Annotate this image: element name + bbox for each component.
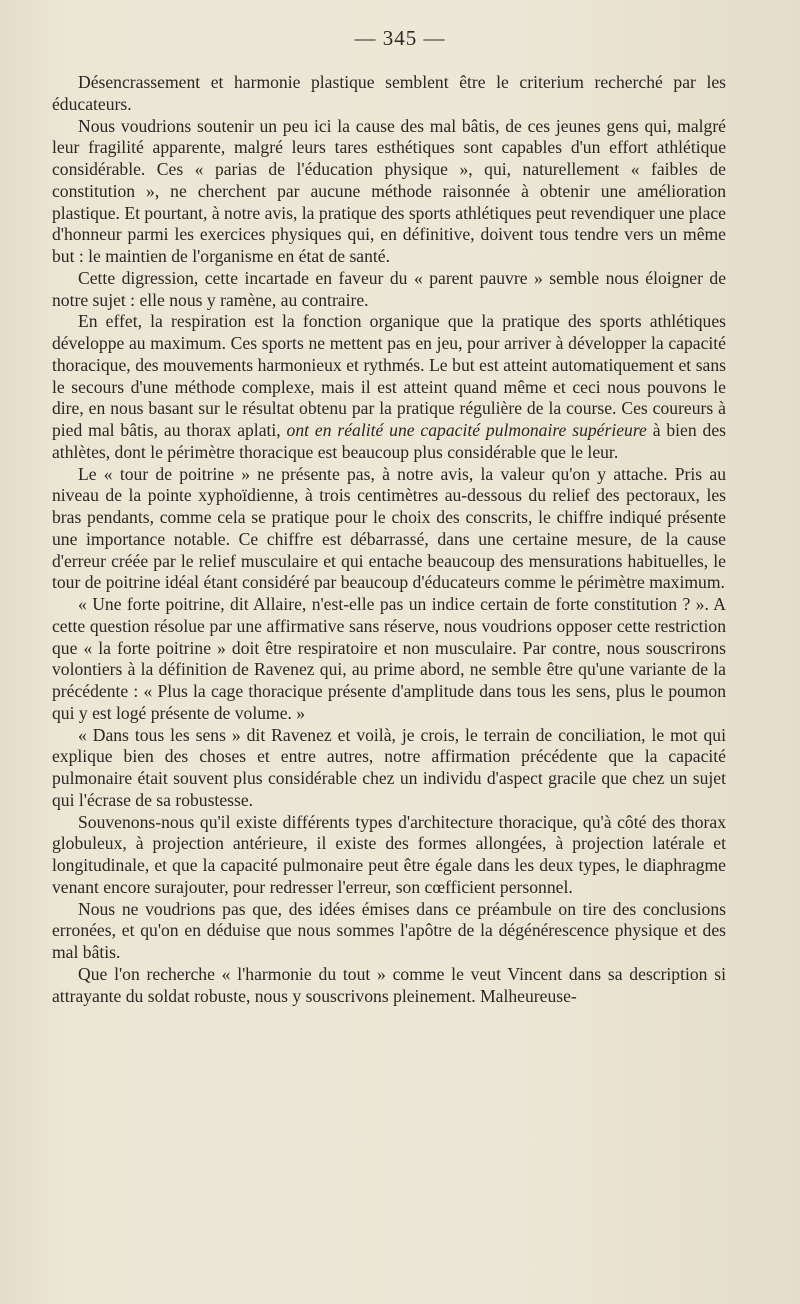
paragraph-10: Que l'on recherche « l'harmonie du tout » comme le veut Vincent dans sa description si attrayante du soldat robuste, nous y souscrivons pleinement. Malheureuse- — [52, 963, 726, 1006]
paragraph-8: Souvenons-nous qu'il existe différents types d'architecture thoracique, qu'à côté des thorax globuleux, à projection antérieure, il existe des formes allongées, à projection latérale et longitudinale, et que la capacité pulmonaire peut être égale dans les deux types, le diaphragme venant encore surajouter, pour redresser l'erreur, son cœfficient personnel. — [52, 811, 726, 897]
body-text — [52, 72, 726, 1007]
paragraph-3: Cette digression, cette incartade en faveur du « parent pauvre » semble nous éloigner de notre sujet : elle nous y ramène, au contraire. — [52, 267, 726, 310]
page-number: — 345 — — [354, 26, 446, 50]
paragraph-4-text-before: En effet, la respiration est la fonction organique que la pratique des sports athlétiques développe au maximum. Ces sports ne mettent pas en jeu, pour arriver à développer la capacité thoracique, des mouvements harmonieux et rythmés. Le but est atteint automatiquement et sans le secours d'une méthode complexe, mais il est atteint quand même et ceci nous pouvons le dire, en nous basant sur le résultat obtenu par la pratique régulière de la course. Ces coureurs à pied mal bâtis, au thorax aplati, — [52, 311, 726, 440]
paragraph-5: Le « tour de poitrine » ne présente pas, à notre avis, la valeur qu'on y attache. Pris au niveau de la pointe xyphoïdienne, à trois centimètres au-dessous du relief des pectoraux, les bras pendants, comme cela se pratique pour le choix des conscrits, le chiffre indiqué présente une importance notable. Ce chiffre est débarrassé, dans une certaine mesure, de la cause d'erreur créée par le relief musculaire et qui entache beaucoup des mensurations habituelles, le tour de poitrine idéal étant considéré par beaucoup d'éducateurs comme le périmètre maximum. — [52, 463, 726, 593]
paragraph-7: « Dans tous les sens » dit Ravenez et voilà, je crois, le terrain de conciliation, le mot qui explique bien des choses et entre autres, notre affirmation précédente que la capacité pulmonaire était souvent plus considérable chez un individu d'aspect gracile que chez un sujet qui l'écrase de sa robustesse. — [52, 724, 726, 810]
paragraph-4 — [52, 311, 726, 463]
paragraph-6: « Une forte poitrine, dit Allaire, n'est-elle pas un indice certain de forte constitution ? ». A cette question résolue par une affirmative sans réserve, nous voudrions opposer cette restriction que « la forte poitrine » doit être respiratoire et non musculaire. Par contre, nous souscrirons volontiers à la définition de Ravenez qui, au prime abord, ne semble être qu'une variante de la précédente : « Plus la cage thoracique présente d'amplitude dans tous les sens, plus le poumon qui y est logé présente de volume. » — [52, 594, 726, 723]
paragraph-4-text-after: à bien des athlètes, dont le périmètre thoracique est beaucoup plus considérable que le leur. — [52, 420, 726, 462]
paragraph-4-italic-phrase: ont en réalité une capacité pulmonaire supérieure — [286, 420, 647, 440]
paragraph-9: Nous ne voudrions pas que, des idées émises dans ce préambule on tire des conclusions erronées, et qu'on en déduise que nous sommes l'apôtre de la dégénérescence physique et des mal bâtis. — [52, 898, 726, 962]
paragraph-1: Désencrassement et harmonie plastique semblent être le criterium recherché par les éducateurs. — [52, 72, 726, 114]
paragraph-2: Nous voudrions soutenir un peu ici la cause des mal bâtis, de ces jeunes gens qui, malgré leur fragilité apparente, malgré leurs tares esthétiques sont capables d'un effort athlétique considérable. Ces « parias de l'éducation physique », qui, naturellement « faibles de constitution », ne cherchent par aucune méthode raisonnée à obtenir une amélioration plastique. Et pourtant, à notre avis, la pratique des sports athlétiques peut revendiquer une place d'honneur parmi les exercices physiques qui, en définitive, doivent tous tendre vers un même but : le maintien de l'organisme en état de santé. — [52, 115, 726, 266]
